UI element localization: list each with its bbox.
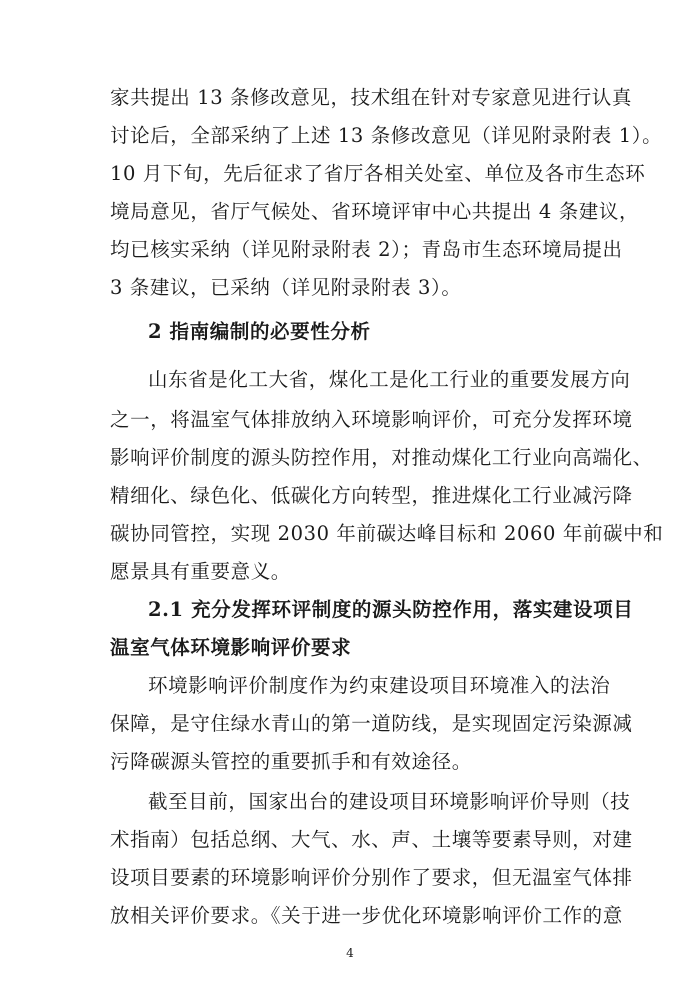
text-line: 术指南）包括总纲、大气、水、声、土壤等要素导则，对建 <box>110 828 633 851</box>
text-line: 污降碳源头管控的重要抓手和有效途径。 <box>110 750 472 773</box>
text-line: 环境影响评价制度作为约束建设项目环境准入的法治 <box>148 674 611 697</box>
text-line: 保障，是守住绿水青山的第一道防线，是实现固定污染源减 <box>110 712 633 735</box>
text-line: 家共提出 13 条修改意见，技术组在针对专家意见进行认真 <box>110 86 633 109</box>
section-heading: 2 指南编制的必要性分析 <box>148 320 371 343</box>
text-line: 境局意见，省厅气候处、省环境评审中心共提出 4 条建议， <box>110 200 640 223</box>
text-line: 碳协同管控，实现 2030 年前碳达峰目标和 2060 年前碳中和 <box>110 522 664 545</box>
subsection-heading: 2.1 充分发挥环评制度的源头防控作用，落实建设项目 <box>148 598 634 621</box>
text-line: 3 条建议，已采纳（详见附录附表 3）。 <box>110 276 462 299</box>
text-line: 截至目前，国家出台的建设项目环境影响评价导则（技 <box>148 790 631 813</box>
text-line: 山东省是化工大省，煤化工是化工行业的重要发展方向 <box>148 368 631 391</box>
text-line: 设项目要素的环境影响评价分别作了要求，但无温室气体排 <box>110 866 633 889</box>
text-line: 放相关评价要求。《关于进一步优化环境影响评价工作的意 <box>110 904 623 927</box>
subsection-heading: 温室气体环境影响评价要求 <box>110 636 352 659</box>
text-line: 10 月下旬，先后征求了省厅各相关处室、单位及各市生态环 <box>110 162 646 185</box>
text-line: 影响评价制度的源头防控作用，对推动煤化工行业向高端化、 <box>110 446 653 469</box>
text-line: 讨论后，全部采纳了上述 13 条修改意见（详见附录附表 1）。 <box>110 124 663 147</box>
text-line: 之一，将温室气体排放纳入环境影响评价，可充分发挥环境 <box>110 408 633 431</box>
text-line: 均已核实采纳（详见附录附表 2）；青岛市生态环境局提出 <box>110 238 623 261</box>
text-line: 愿景具有重要意义。 <box>110 560 291 583</box>
page-number: 4 <box>346 946 354 960</box>
text-line: 精细化、绿色化、低碳化方向转型，推进煤化工行业减污降 <box>110 484 633 507</box>
